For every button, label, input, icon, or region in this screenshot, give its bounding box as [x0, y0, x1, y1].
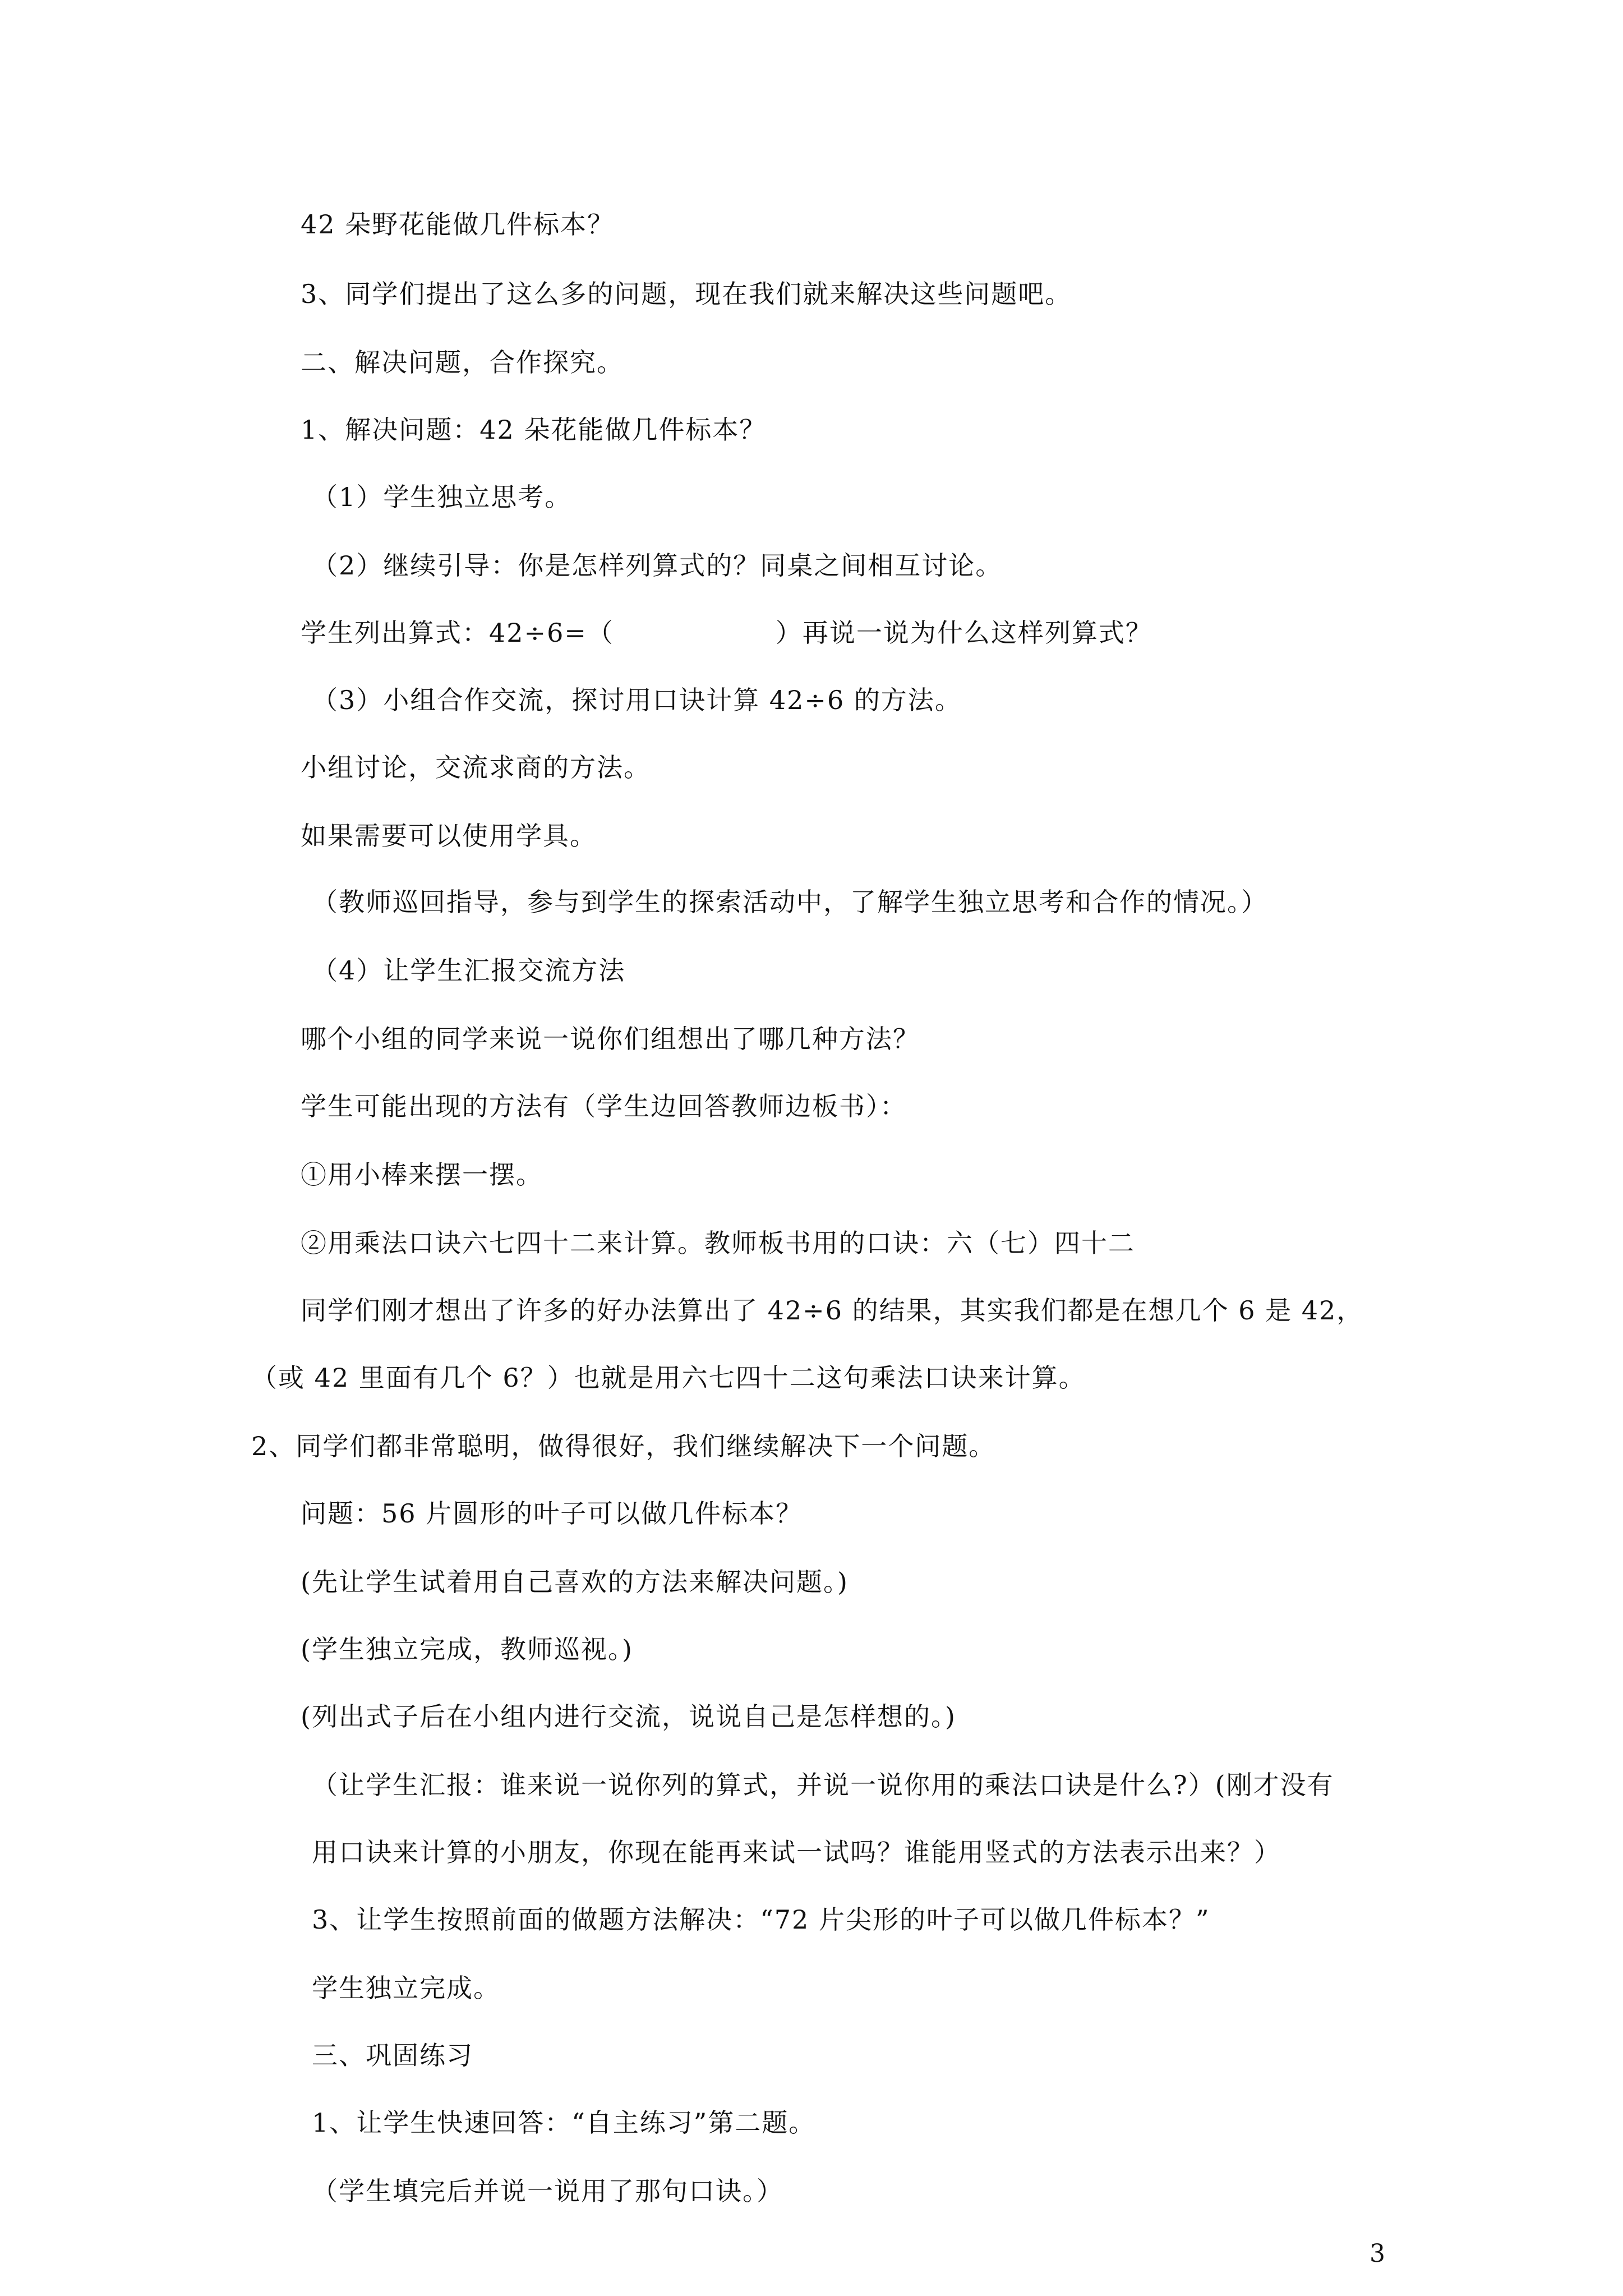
text-line: 1、让学生快速回答：“自主练习”第二题。	[312, 2108, 816, 2138]
section-heading: 三、巩固练习	[312, 2040, 473, 2070]
page-number: 3	[1370, 2239, 1385, 2268]
text-line: 2、同学们都非常聪明，做得很好，我们继续解决下一个问题。	[251, 1431, 996, 1461]
text-line: ②用乘法口诀六七四十二来计算。教师板书用的口诀：六（七）四十二	[301, 1228, 1135, 1258]
section-heading: 二、解决问题，合作探究。	[301, 347, 624, 378]
text-line: ①用小棒来摆一摆。	[301, 1159, 543, 1190]
text-line: 学生可能出现的方法有（学生边回答教师边板书）：	[301, 1091, 907, 1121]
text-line: 3、同学们提出了这么多的问题，现在我们就来解决这些问题吧。	[301, 279, 1072, 309]
text-line: （或 42 里面有几个 6？）也就是用六七四十二这句乘法口诀来计算。	[251, 1363, 1086, 1393]
text-line: (列出式子后在小组内进行交流，说说自己是怎样想的。)	[301, 1701, 956, 1732]
text-line: 3、让学生按照前面的做题方法解决：“72 片尖形的叶子可以做几件标本？”	[312, 1904, 1210, 1935]
text-line: 学生独立完成。	[312, 1973, 500, 2003]
text-line: 42 朵野花能做几件标本？	[301, 209, 615, 240]
text-line: （3）小组合作交流，探讨用口诀计算 42÷6 的方法。	[312, 685, 962, 715]
text-line: （1）学生独立思考。	[312, 482, 572, 512]
text-line: 问题：56 片圆形的叶子可以做几件标本？	[301, 1498, 803, 1529]
text-line: 小组讨论，交流求商的方法。	[301, 752, 651, 783]
text-line: （学生填完后并说一说用了那句口诀。）	[312, 2176, 783, 2206]
text-line: 用口诀来计算的小朋友，你现在能再来试一试吗？谁能用竖式的方法表示出来？）	[312, 1837, 1281, 1867]
text-line: (先让学生试着用自己喜欢的方法来解决问题。)	[301, 1567, 849, 1597]
text-line: (学生独立完成，教师巡视。)	[301, 1634, 633, 1664]
text-line: 如果需要可以使用学具。	[301, 821, 597, 851]
text-line: 1、解决问题：42 朵花能做几件标本？	[301, 415, 767, 445]
text-line: （教师巡回指导，参与到学生的探索活动中，了解学生独立思考和合作的情况。）	[312, 887, 1268, 917]
text-line: 哪个小组的同学来说一说你们组想出了哪几种方法？	[301, 1024, 920, 1054]
text-line: （4）让学生汇报交流方法	[312, 955, 626, 986]
text-line: （2）继续引导：你是怎样列算式的？同桌之间相互讨论。	[312, 550, 1003, 581]
text-line: 学生列出算式：42÷6=（ ）再说一说为什么这样列算式？	[301, 618, 1152, 648]
text-line: 同学们刚才想出了许多的好办法算出了 42÷6 的结果，其实我们都是在想几个 6 是 42，	[301, 1295, 1364, 1326]
text-line: （让学生汇报：谁来说一说你列的算式，并说一说你用的乘法口诀是什么?）(刚才没有	[312, 1770, 1334, 1800]
